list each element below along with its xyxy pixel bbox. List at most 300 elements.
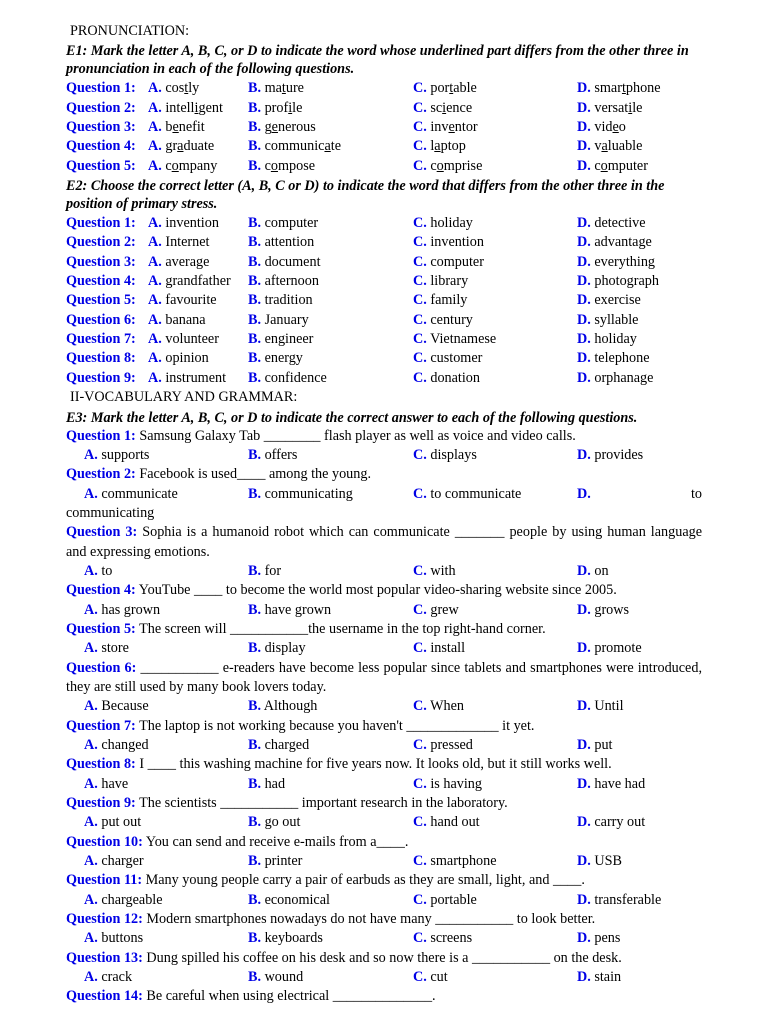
option-c[interactable] xyxy=(413,639,465,658)
option-b[interactable] xyxy=(248,157,315,176)
option-letter: A. xyxy=(148,369,162,386)
option-b[interactable] xyxy=(248,311,309,330)
option-a[interactable] xyxy=(148,137,214,156)
option-b[interactable]: B. communicating xyxy=(248,485,353,502)
question-stem xyxy=(66,620,702,639)
option-letter: A. xyxy=(148,215,162,232)
option-d[interactable] xyxy=(577,253,655,272)
underlined-letters: o xyxy=(436,157,444,174)
option-letter: A. xyxy=(84,698,98,715)
option-text: everything xyxy=(594,253,656,270)
option-letter: A. xyxy=(84,640,98,657)
options-row xyxy=(66,736,702,755)
option-letter: C. xyxy=(413,215,427,232)
question-row xyxy=(66,311,702,330)
option-c[interactable] xyxy=(413,929,472,948)
option-letter: C. xyxy=(413,350,427,367)
option-b[interactable] xyxy=(248,118,316,137)
option-d[interactable] xyxy=(577,736,612,755)
option-d-wrap: communicating xyxy=(66,504,155,521)
question-label: Question 1: xyxy=(66,80,136,97)
option-b[interactable] xyxy=(248,968,303,987)
question-stem xyxy=(66,949,702,968)
option-d[interactable] xyxy=(577,99,642,118)
option-d[interactable] xyxy=(577,272,659,291)
underlined-letters: i xyxy=(194,99,199,116)
word-part: mpany xyxy=(178,157,218,174)
option-c[interactable] xyxy=(413,99,472,118)
option-a[interactable] xyxy=(148,253,209,272)
option-a[interactable] xyxy=(84,891,163,910)
option-text: engineer xyxy=(264,331,314,348)
question-stem xyxy=(66,871,702,890)
question-text: ___________ e-readers have become less popular since tablets and smartphones were introduced, they are still used by many book lovers today. xyxy=(66,659,702,695)
question-text: The scientists ___________ important research in the laboratory. xyxy=(139,795,508,812)
question-label: Question 14: xyxy=(66,988,143,1005)
options-row xyxy=(66,813,702,832)
question-row xyxy=(66,79,702,98)
option-d[interactable] xyxy=(577,214,646,233)
question-label: Question 1: xyxy=(66,427,136,444)
option-letter: D. xyxy=(577,640,591,657)
question-stem xyxy=(66,427,702,446)
option-letter: C. xyxy=(413,930,427,947)
option-b[interactable] xyxy=(248,291,313,310)
option-b[interactable] xyxy=(248,330,313,349)
options-row xyxy=(66,446,702,465)
options-row xyxy=(66,891,702,910)
option-c[interactable] xyxy=(413,697,464,716)
underlined-letters: i xyxy=(442,99,447,116)
option-letter: C. xyxy=(413,99,427,116)
option-a[interactable] xyxy=(148,330,219,349)
question-stem xyxy=(66,523,702,562)
word-part: ma xyxy=(264,80,282,97)
option-d[interactable] xyxy=(577,349,650,368)
option-c[interactable] xyxy=(413,330,496,349)
option-d[interactable] xyxy=(577,291,641,310)
option-b[interactable] xyxy=(248,446,297,465)
option-c[interactable] xyxy=(413,233,484,252)
options-row xyxy=(66,697,702,716)
underlined-letters: a xyxy=(601,138,608,155)
option-c[interactable] xyxy=(413,157,482,176)
option-letter: D. xyxy=(577,737,591,753)
option-c[interactable] xyxy=(413,253,484,272)
option-d[interactable] xyxy=(577,562,609,581)
option-letter: D. xyxy=(577,891,591,908)
option-d[interactable] xyxy=(577,891,661,910)
option-b[interactable] xyxy=(248,349,303,368)
option-b[interactable] xyxy=(248,697,317,716)
option-letter: B. xyxy=(248,253,262,270)
option-text: attention xyxy=(264,234,315,251)
underlined-letters: e xyxy=(172,119,179,136)
question-row xyxy=(66,233,702,252)
option-letter: D. xyxy=(577,369,591,386)
option-b[interactable] xyxy=(248,369,327,388)
option-d[interactable] xyxy=(577,233,652,252)
option-text: holiday xyxy=(594,331,637,348)
option-text: photograph xyxy=(594,273,659,290)
option-b[interactable] xyxy=(248,137,341,156)
option-text: chargeable xyxy=(101,891,163,908)
option-a[interactable] xyxy=(84,736,149,755)
worksheet xyxy=(66,22,702,1007)
option-d[interactable] xyxy=(577,311,638,330)
option-text: display xyxy=(264,640,306,657)
option-letter: C. xyxy=(413,80,427,97)
option-c[interactable] xyxy=(413,137,466,156)
option-b[interactable] xyxy=(248,214,318,233)
word-part: ly xyxy=(188,80,200,97)
option-b[interactable] xyxy=(248,639,306,658)
option-d[interactable] xyxy=(577,79,661,98)
question-stem xyxy=(66,833,702,852)
option-text: printer xyxy=(264,853,303,870)
question-text: Dung spilled his coffee on his desk and so now there is a ___________ on the desk. xyxy=(146,949,622,966)
option-text: had xyxy=(264,775,286,792)
option-b[interactable] xyxy=(248,79,304,98)
option-letter: D. xyxy=(577,99,591,116)
option-letter: C. xyxy=(413,311,427,328)
option-letter: A. xyxy=(148,157,162,174)
option-text: cut xyxy=(430,969,448,986)
option-letter: C. xyxy=(413,119,427,136)
option-letter: B. xyxy=(248,814,262,831)
option-letter: C. xyxy=(413,737,427,753)
option-text: crack xyxy=(101,969,133,986)
option-a[interactable] xyxy=(84,852,144,871)
word-part: inv xyxy=(430,119,449,136)
word-part: l xyxy=(430,138,435,155)
option-text: January xyxy=(264,311,309,328)
word-part: gent xyxy=(198,99,223,116)
option-b[interactable] xyxy=(248,272,319,291)
pronunciation-questions xyxy=(66,79,702,176)
option-text: grew xyxy=(430,601,459,618)
question-row xyxy=(66,118,702,137)
option-b[interactable] xyxy=(248,852,302,871)
option-c[interactable] xyxy=(413,349,482,368)
option-letter: D. xyxy=(577,292,591,309)
option-a[interactable] xyxy=(148,311,206,330)
word-part: communic xyxy=(264,138,325,155)
question-stem xyxy=(66,755,702,774)
option-c[interactable] xyxy=(413,272,468,291)
word-part: c xyxy=(165,157,172,174)
word-part: sc xyxy=(430,99,443,116)
option-letter: A. xyxy=(148,311,162,328)
option-text: telephone xyxy=(594,350,650,367)
option-text: go out xyxy=(264,814,301,831)
underlined-letters: a xyxy=(434,138,441,155)
option-a[interactable] xyxy=(84,639,129,658)
option-text: opinion xyxy=(165,350,209,367)
option-a[interactable] xyxy=(148,79,199,98)
option-c[interactable] xyxy=(413,291,467,310)
option-c[interactable]: C. to communicate xyxy=(413,485,522,502)
option-letter: C. xyxy=(413,234,427,251)
option-text: When xyxy=(430,698,464,715)
word-part: cos xyxy=(165,80,185,97)
question-text: YouTube ____ to become the world most popular video-sharing website since 2005. xyxy=(138,582,617,599)
option-c[interactable] xyxy=(413,118,478,137)
word-part: le xyxy=(632,99,643,116)
option-letter: D. xyxy=(577,969,591,986)
option-c[interactable] xyxy=(413,736,473,755)
option-c[interactable] xyxy=(413,311,473,330)
option-text: with xyxy=(430,562,456,579)
instruction-e2: E2: Choose the correct letter (A, B, C or D) to indicate the word that differs from the other three in the position of primary stress. xyxy=(66,178,665,213)
option-text: grandfather xyxy=(165,273,231,290)
question-label: Question 9: xyxy=(66,369,136,386)
option-text: for xyxy=(264,562,282,579)
option-a[interactable] xyxy=(84,813,141,832)
option-a[interactable] xyxy=(148,233,209,252)
question-label: Question 2: xyxy=(66,466,136,483)
option-letter: D. xyxy=(577,119,591,136)
question-stem xyxy=(66,659,702,698)
option-d[interactable] xyxy=(577,369,653,388)
option-letter: B. xyxy=(248,292,262,309)
underlined-letters: e xyxy=(271,119,278,136)
word-part: c xyxy=(430,157,437,174)
question-text: Be careful when using electrical ______________. xyxy=(146,988,436,1005)
option-b[interactable] xyxy=(248,601,331,620)
word-part: versat xyxy=(594,99,629,116)
question-text: Samsung Galaxy Tab ________ flash player as well as voice and video calls. xyxy=(139,427,576,444)
option-text: screens xyxy=(430,930,473,947)
word-part: mpose xyxy=(277,157,316,174)
option-a[interactable] xyxy=(84,601,160,620)
option-a[interactable] xyxy=(84,697,149,716)
option-letter: A. xyxy=(148,119,162,136)
question-label: Question 4: xyxy=(66,138,136,155)
option-text: is having xyxy=(430,775,482,792)
option-a[interactable] xyxy=(148,118,205,137)
option-text: customer xyxy=(430,350,483,367)
option-a[interactable] xyxy=(84,968,132,987)
option-a[interactable] xyxy=(148,349,209,368)
underlined-letters: a xyxy=(177,138,184,155)
option-letter: D. xyxy=(577,331,591,348)
option-text: wound xyxy=(264,969,304,986)
option-d[interactable] xyxy=(577,929,620,948)
underlined-letters: t xyxy=(281,80,286,97)
option-letter: B. xyxy=(248,930,262,947)
word-part: ence xyxy=(446,99,473,116)
option-letter: D. xyxy=(577,446,591,463)
option-text: Vietnamese xyxy=(430,331,497,348)
option-letter: D. xyxy=(577,814,591,831)
option-a[interactable]: A. communicate xyxy=(84,485,178,502)
option-letter: B. xyxy=(248,138,262,155)
word-part: mprise xyxy=(443,157,483,174)
option-d[interactable] xyxy=(577,813,645,832)
option-text: displays xyxy=(430,446,477,463)
option-c[interactable] xyxy=(413,601,459,620)
option-a[interactable] xyxy=(84,562,112,581)
option-letter: B. xyxy=(248,601,262,618)
question-label: Question 3: xyxy=(66,253,136,270)
option-a[interactable] xyxy=(148,99,223,118)
option-text: grows xyxy=(594,601,630,618)
option-c[interactable] xyxy=(413,968,448,987)
option-text: donation xyxy=(430,369,480,386)
option-d[interactable] xyxy=(577,775,645,794)
option-letter: B. xyxy=(248,80,262,97)
question-row xyxy=(66,214,702,233)
option-text: store xyxy=(101,640,129,657)
option-d[interactable] xyxy=(577,137,642,156)
option-letter: B. xyxy=(248,891,262,908)
option-b[interactable] xyxy=(248,813,300,832)
option-letter: B. xyxy=(248,273,262,290)
word-part: nerous xyxy=(277,119,316,136)
word-part: smar xyxy=(594,80,622,97)
option-a[interactable] xyxy=(148,157,217,176)
option-c[interactable] xyxy=(413,214,473,233)
option-d[interactable] xyxy=(577,601,629,620)
option-d[interactable] xyxy=(577,639,642,658)
option-text: economical xyxy=(264,891,330,908)
question-label: Question 12: xyxy=(66,911,143,928)
option-text: to xyxy=(101,562,113,579)
option-letter: A. xyxy=(84,737,98,753)
underlined-letters: o xyxy=(270,157,278,174)
option-d[interactable]: D. xyxy=(577,485,591,502)
word-part: duate xyxy=(183,138,215,155)
option-text: afternoon xyxy=(264,273,319,290)
question-stem xyxy=(66,987,702,1006)
option-b[interactable] xyxy=(248,233,314,252)
option-letter: A. xyxy=(148,253,162,270)
option-letter: B. xyxy=(248,698,262,715)
option-c[interactable] xyxy=(413,852,497,871)
question-stem xyxy=(66,794,702,813)
option-letter: C. xyxy=(413,331,427,348)
option-letter: A. xyxy=(84,930,98,947)
option-c[interactable] xyxy=(413,79,477,98)
option-letter: A. xyxy=(148,350,162,367)
option-b[interactable] xyxy=(248,253,321,272)
option-text: pens xyxy=(594,930,621,947)
option-d[interactable] xyxy=(577,118,626,137)
word-part: mputer xyxy=(607,157,648,174)
option-d[interactable] xyxy=(577,330,637,349)
option-text: have had xyxy=(594,775,646,792)
option-c[interactable] xyxy=(413,813,480,832)
question-row xyxy=(66,349,702,368)
underlined-letters: t xyxy=(621,80,626,97)
option-d[interactable] xyxy=(577,968,621,987)
stress-questions xyxy=(66,214,702,388)
word-part: gr xyxy=(165,138,178,155)
option-letter: D. xyxy=(577,80,591,97)
underlined-letters: e xyxy=(448,119,455,136)
option-a[interactable] xyxy=(84,446,149,465)
option-d[interactable] xyxy=(577,697,624,716)
option-a[interactable] xyxy=(148,272,231,291)
option-letter: D. xyxy=(577,698,591,715)
option-b[interactable] xyxy=(248,775,285,794)
option-a[interactable] xyxy=(84,929,143,948)
option-letter: A. xyxy=(84,562,98,579)
option-c[interactable] xyxy=(413,775,482,794)
underlined-letters: e xyxy=(612,119,619,136)
option-b[interactable] xyxy=(248,929,323,948)
option-b[interactable] xyxy=(248,99,302,118)
instruction-e1: E1: Mark the letter A, B, C, or D to indicate the word whose underlined part differs from the other three in pronunciation in each of the following questions. xyxy=(66,43,689,78)
question-label: Question 11: xyxy=(66,872,143,889)
option-letter: C. xyxy=(413,562,427,579)
question-label: Question 5: xyxy=(66,292,136,309)
option-d[interactable] xyxy=(577,852,622,871)
option-a[interactable] xyxy=(148,369,226,388)
underlined-letters: t xyxy=(449,80,454,97)
option-d[interactable] xyxy=(577,446,643,465)
option-c[interactable] xyxy=(413,562,456,581)
option-text: syllable xyxy=(594,311,639,328)
question-stem xyxy=(66,465,702,484)
option-b[interactable] xyxy=(248,562,281,581)
option-letter: B. xyxy=(248,234,262,251)
question-text: Sophia is a humanoid robot which can communicate _______ people by using human language and expressing emotions. xyxy=(66,524,703,560)
option-text: put xyxy=(594,737,613,753)
option-d[interactable] xyxy=(577,157,648,176)
option-letter: B. xyxy=(248,215,262,232)
question-text: The laptop is not working because you haven't _____________ it yet. xyxy=(139,717,535,734)
option-text: offers xyxy=(264,446,298,463)
option-text: Although xyxy=(263,698,318,715)
option-text: stain xyxy=(594,969,622,986)
word-part: te xyxy=(330,138,342,155)
option-a[interactable] xyxy=(84,775,128,794)
underlined-letters: o xyxy=(171,157,179,174)
option-a[interactable] xyxy=(148,214,219,233)
question-label: Question 2: xyxy=(66,99,136,116)
options-row xyxy=(66,601,702,620)
question-text: Facebook is used____ among the young. xyxy=(139,466,372,483)
option-letter: D. xyxy=(577,215,591,232)
question-stem xyxy=(66,581,702,600)
option-letter: C. xyxy=(413,853,427,870)
option-text: have xyxy=(101,775,129,792)
question-label: Question 6: xyxy=(66,659,137,676)
option-c[interactable] xyxy=(413,891,477,910)
option-b[interactable] xyxy=(248,736,309,755)
option-b[interactable] xyxy=(248,891,330,910)
option-text: buttons xyxy=(101,930,144,947)
option-letter: B. xyxy=(248,350,262,367)
question-label: Question 6: xyxy=(66,311,136,328)
word-part: nefit xyxy=(178,119,205,136)
option-letter: B. xyxy=(248,157,262,174)
option-letter: B. xyxy=(248,369,262,386)
option-c[interactable] xyxy=(413,446,477,465)
option-c[interactable] xyxy=(413,369,480,388)
section-heading-vocabulary: II-VOCABULARY AND GRAMMAR: xyxy=(70,389,298,406)
question-label: Question 4: xyxy=(66,582,136,599)
question-row xyxy=(66,137,702,156)
question-row xyxy=(66,369,702,388)
option-letter: B. xyxy=(248,311,262,328)
option-letter: D. xyxy=(577,311,591,328)
option-a[interactable] xyxy=(148,291,217,310)
question-label: Question 7: xyxy=(66,717,136,734)
underlined-letters: i xyxy=(288,99,293,116)
